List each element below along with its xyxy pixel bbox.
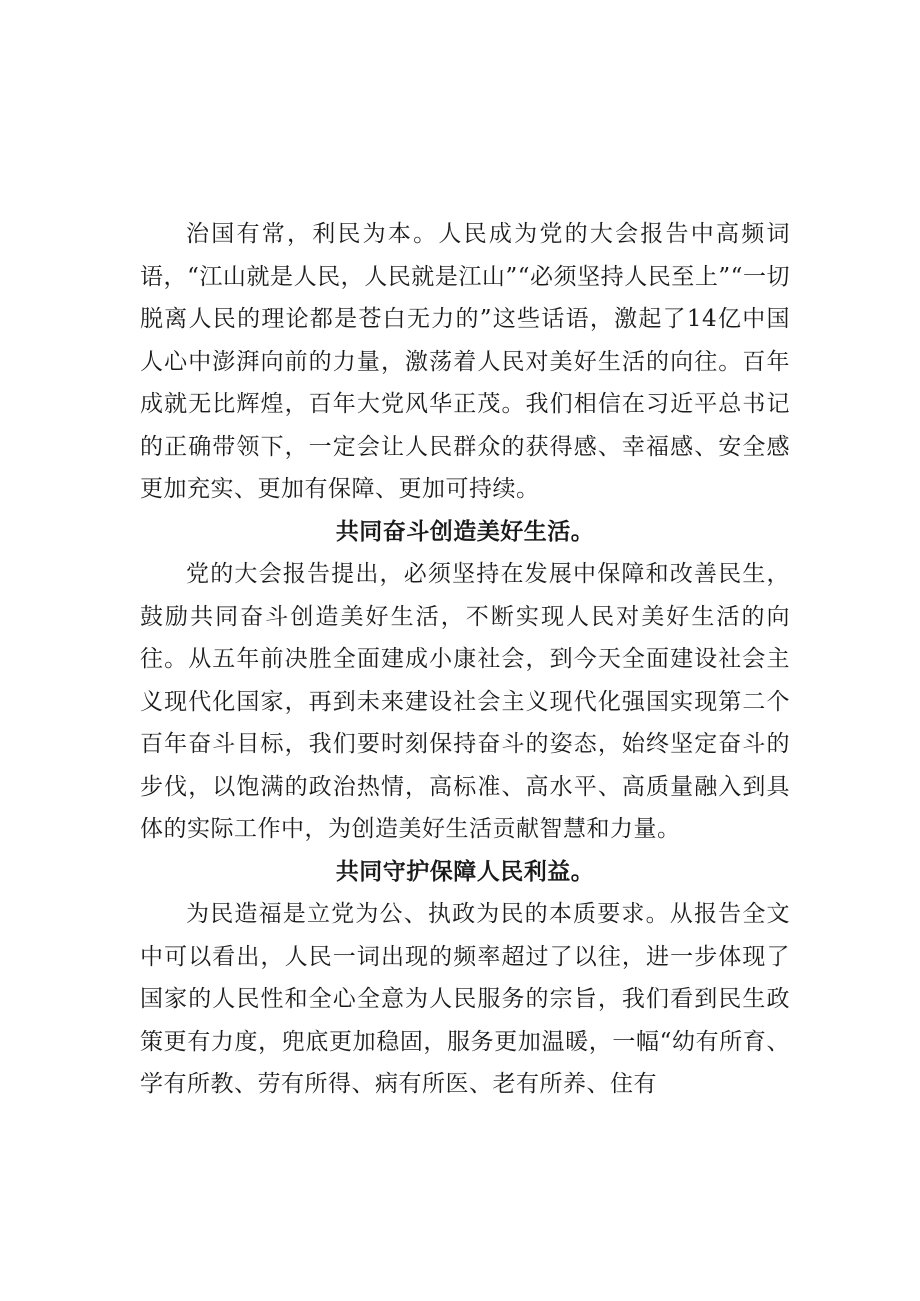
- section-heading-common-struggle: 共同奋斗创造美好生活。: [335, 518, 595, 545]
- paragraph-protect-interests: 为民造福是立党为公、执政为民的本质要求。从报告全文中可以看出，人民一词出现的频率超过了以往，进一步体现了国家的人民性和全心全意为人民服务的宗旨，我们看到民生政策更有力度，兜底更加稳固，服务更加温暖，一幅“幼有所育、学有所教、劳有所得、病有所医、老有所养、住有: [140, 901, 790, 1097]
- section-heading-protect-interests: 共同守护保障人民利益。: [335, 858, 595, 885]
- paragraph-common-struggle: 党的大会报告提出，必须坚持在发展中保障和改善民生，鼓励共同奋斗创造美好生活，不断实现人民对美好生活的向往。从五年前决胜全面建成小康社会，到今天全面建设社会主义现代化国家，再到未来建设社会主义现代化强国实现第二个百年奋斗目标，我们要时刻保持奋斗的姿态，始终坚定奋斗的步伐，以饱满的政治热情，高标准、高水平、高质量融入到具体的实际工作中，为创造美好生活贡献智慧和力量。: [140, 561, 790, 842]
- document-body: [140, 213, 790, 1106]
- paragraph-people-first: 治国有常，利民为本。人民成为党的大会报告中高频词语，“江山就是人民，人民就是江山”“必须坚持人民至上”“一切脱离人民的理论都是苍白无力的”这些话语，激起了14亿中国人心中澎湃向前的力量，激荡着人民对美好生活的向往。百年成就无比辉煌，百年大党风华正茂。我们相信在习近平总书记的正确带领下，一定会让人民群众的获得感、幸福感、安全感更加充实、更加有保障、更加可持续。: [140, 221, 790, 502]
